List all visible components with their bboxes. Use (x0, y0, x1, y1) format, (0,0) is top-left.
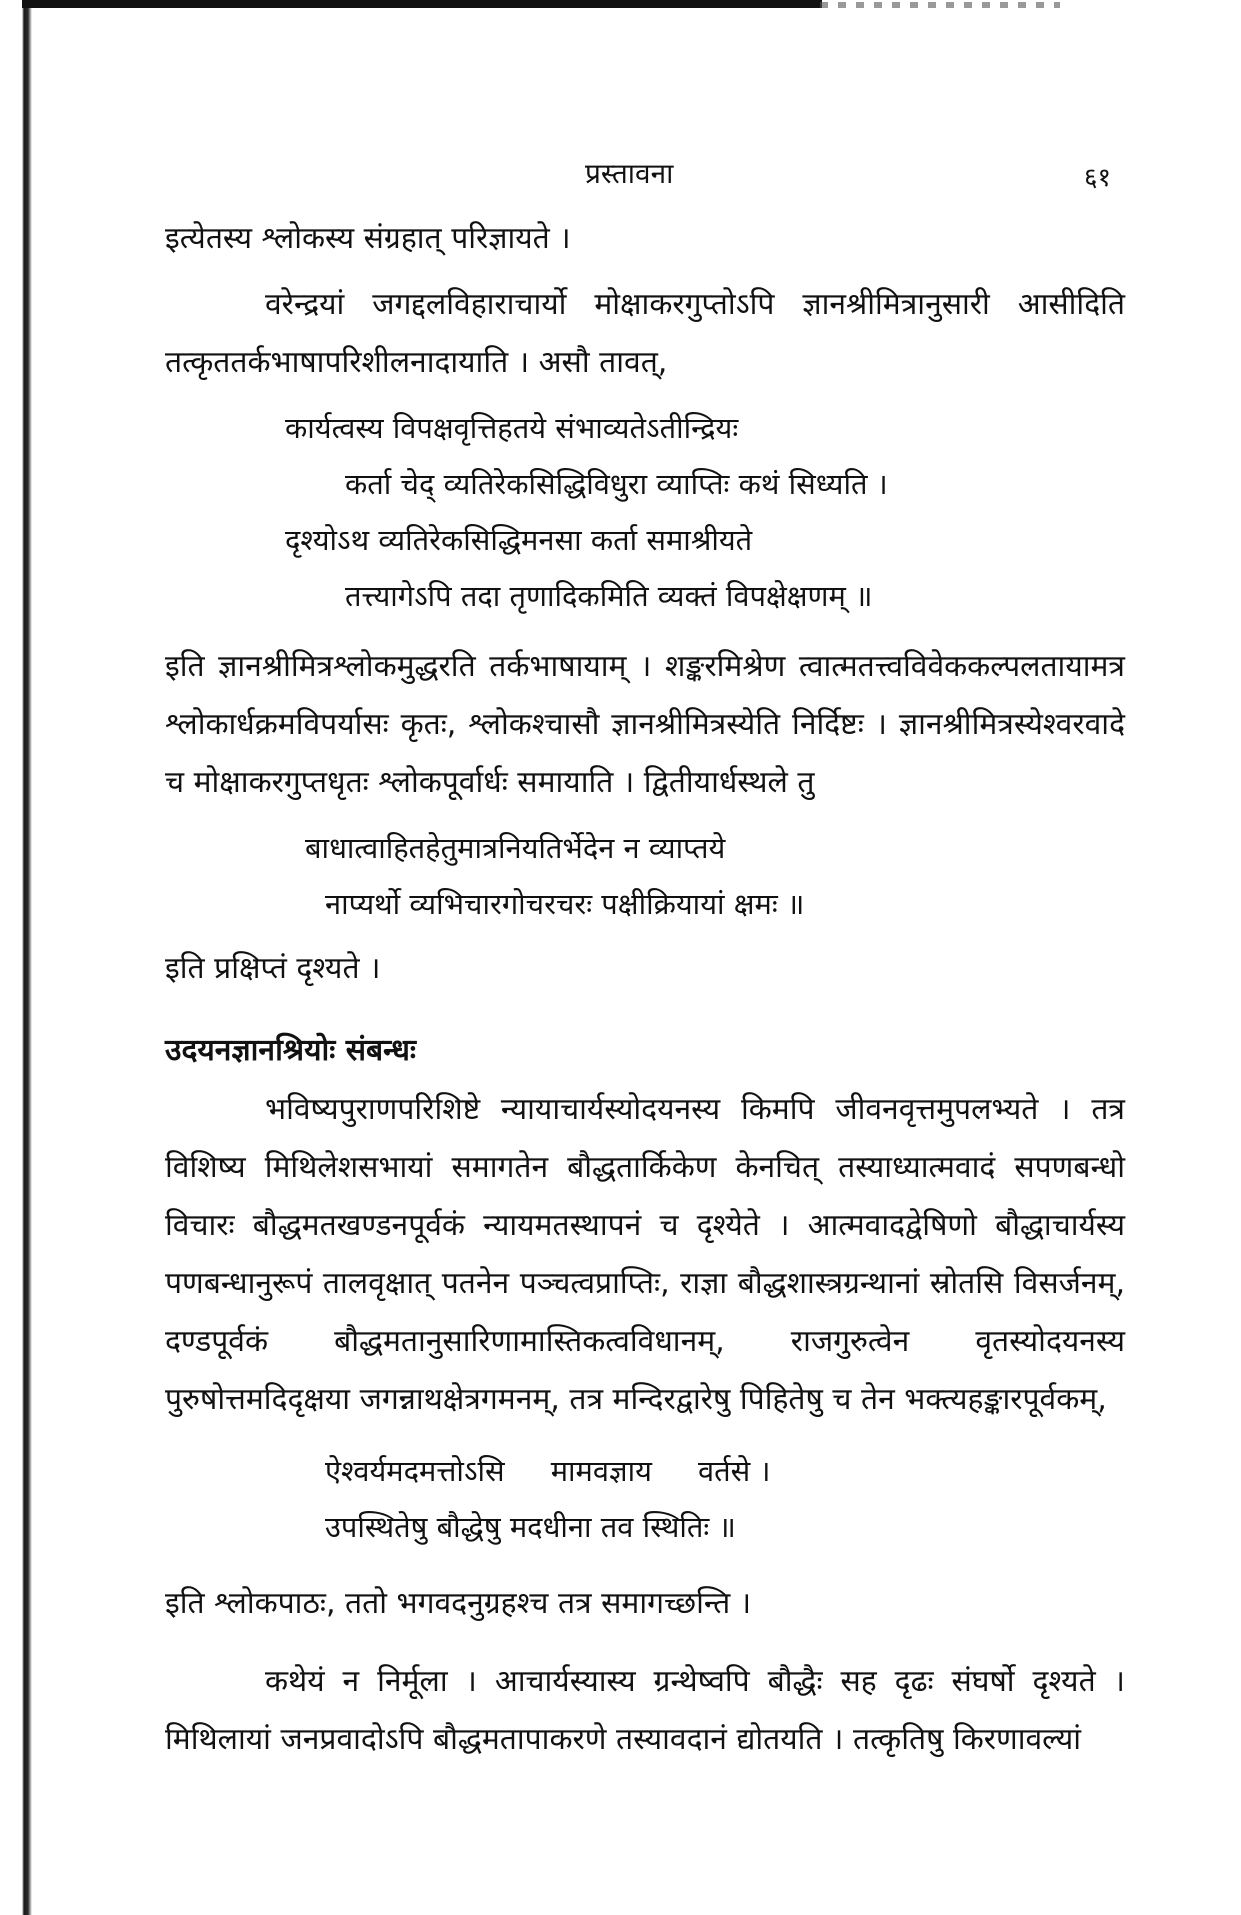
verse-1-line-4: तत्त्यागेऽपि तदा तृणादिकमिति व्यक्तं विपक्षेक्षणम् ॥ (345, 579, 873, 613)
paragraph-7: कथेयं न निर्मूला । आचार्यस्यास्य ग्रन्थेष्वपि बौद्धैः सह दृढः संघर्षो दृश्यते । मिथिलायां जनप्रवादोऽपि बौद्धमतापाकरणे तस्यावदानं द्योतयति । तत्कृतिषु किरणावल्यां (165, 1664, 1125, 1757)
paragraph-6: इति श्लोकपाठः, ततो भगवदनुग्रहश्च तत्र समागच्छन्ति । (165, 1586, 752, 1621)
verse-1 (165, 400, 1125, 624)
scan-top-noise (820, 2, 1060, 8)
running-title: प्रस्तावना (585, 157, 674, 190)
verse-2-line-1: बाधात्वाहितहेतुमात्रनियतिर्भेदेन न व्याप्तये (305, 831, 726, 865)
book-page (165, 150, 1125, 1769)
verse-2-line-2: नाप्यर्थो व्यभिचारगोचरचरः पक्षीक्रियायां क्षमः ॥ (325, 887, 805, 921)
scan-edge (0, 0, 40, 1915)
verse-1-line-3: दृश्योऽथ व्यतिरेकसिद्धिमनसा कर्ता समाश्रीयते (285, 523, 753, 557)
page-header (165, 150, 1125, 210)
paragraph-3: इति ज्ञानश्रीमित्रश्लोकमुद्धरति तर्कभाषायाम् । शङ्करमिश्रेण त्वात्मतत्त्वविवेककल्पलतायामत्र श्लोकार्धक्रमविपर्यासः कृतः, श्लोकश्चासौ ज्ञानश्रीमित्रस्येति निर्दिष्टः । ज्ञानश्रीमित्रस्येश्वरवादे च मोक्षाकरगुप्तधृतः श्लोकपूर्वार्धः समायाति । द्वितीयार्धस्थले तु (165, 649, 1125, 800)
page-number: ६१ (1083, 163, 1111, 193)
verse-2 (165, 820, 1125, 932)
verse-3-line-2: उपस्थितेषु बौद्धेषु मदधीना तव स्थितिः ॥ (325, 1510, 736, 1544)
verse-1-line-2: कर्ता चेद् व्यतिरेकसिद्धिविधुरा व्याप्तिः कथं सिध्यति । (345, 467, 888, 501)
paragraph-5: भविष्यपुराणपरिशिष्टे न्यायाचार्यस्योदयनस्य किमपि जीवनवृत्तमुपलभ्यते । तत्र विशिष्य मिथिलेशसभायां समागतेन बौद्धतार्किकेण केनचित् तस्याध्यात्मवादं सपणबन्धो विचारः बौद्धमतखण्डनपूर्वकं न्यायमतस्थापनं च दृश्येते । आत्मवादद्वेषिणो बौद्धाचार्यस्य पणबन्धानुरूपं तालवृक्षात् पतनेन पञ्चत्वप्राप्तिः, राज्ञा बौद्धशास्त्रग्रन्थानां स्रोतसि विसर्जनम्, दण्डपूर्वकं बौद्धमतानुसारिणामास्तिकत्वविधानम्, राजगुरुत्वेन वृतस्योदयनस्य पुरुषोत्तमदिदृक्षया जगन्नाथक्षेत्रगमनम्, तत्र मन्दिरद्वारेषु पिहितेषु च तेन भक्त्यहङ्कारपूर्वकम्, (165, 1092, 1125, 1417)
verse-3 (165, 1443, 1125, 1555)
verse-1-line-1: कार्यत्वस्य विपक्षवृत्तिहतये संभाव्यतेऽतीन्द्रियः (285, 411, 739, 445)
paragraph-1: इत्येतस्य श्लोकस्य संग्रहात् परिज्ञायते । (165, 221, 571, 256)
paragraph-4: इति प्रक्षिप्तं दृश्यते । (165, 951, 381, 986)
verse-3-line-1: ऐश्वर्यमदमत्तोऽसि मामवज्ञाय वर्तसे । (325, 1454, 771, 1488)
scan-top-bar (22, 0, 822, 8)
paragraph-2: वरेन्द्रयां जगद्दलविहाराचार्यो मोक्षाकरगुप्तोऽपि ज्ञानश्रीमित्रानुसारी आसीदिति तत्कृततर्कभाषापरिशीलनादायाति । असौ तावत्, (165, 287, 1125, 380)
section-heading: उदयनज्ञानश्रियोः संबन्धः (165, 1033, 416, 1068)
